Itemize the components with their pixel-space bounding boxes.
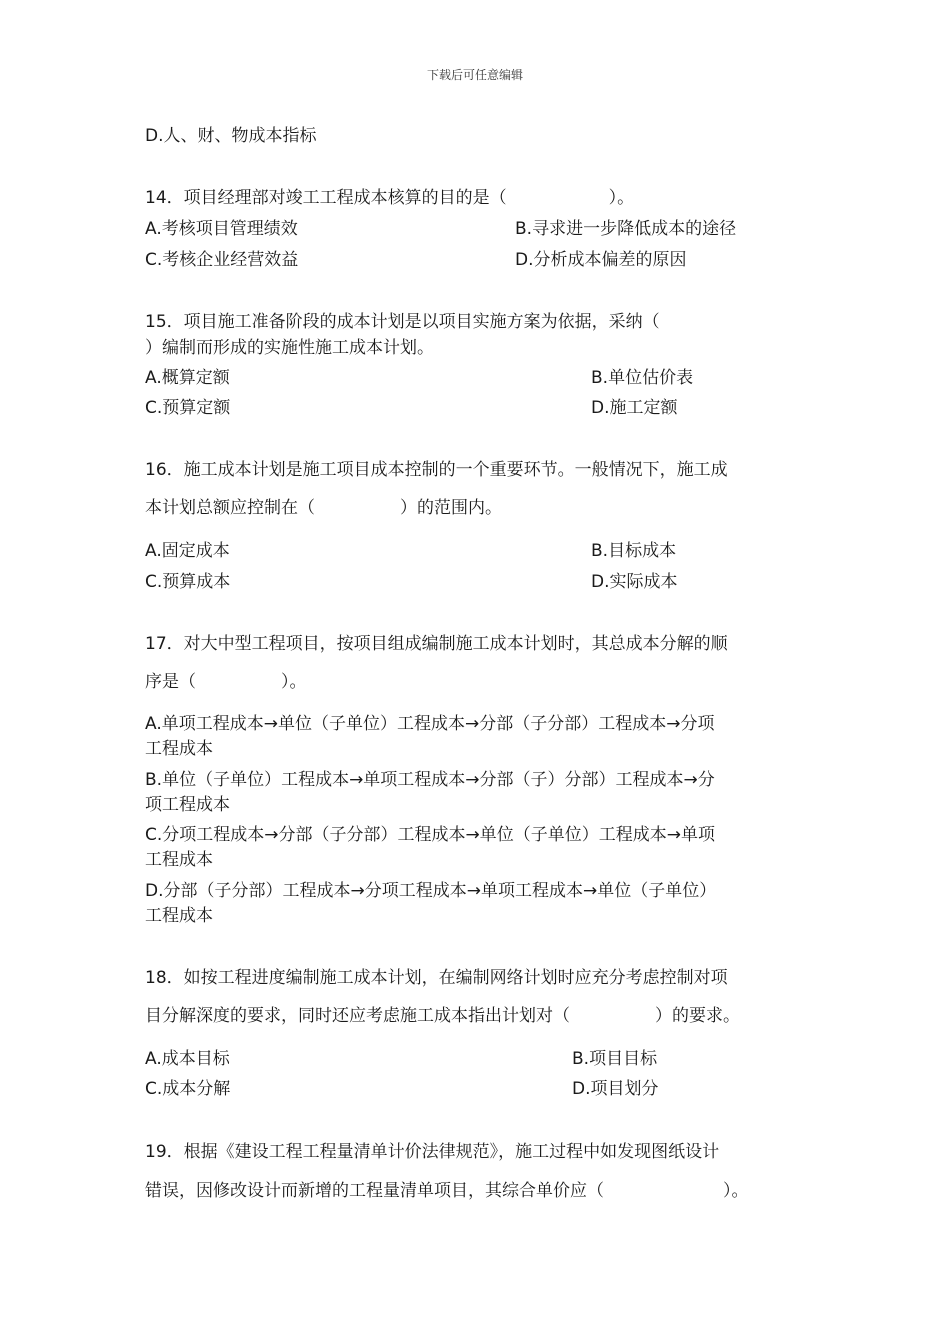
q15-option-b: B.单位估价表 (591, 368, 694, 388)
q17-stem-line1: 17．对大中型工程项目，按项目组成编制施工成本计划时，其总成本分解的顺 (145, 634, 728, 654)
q16-option-c: C.预算成本 (145, 572, 231, 592)
q19-stem-line1: 19．根据《建设工程工程量清单计价法律规范》，施工过程中如发现图纸设计 (145, 1142, 720, 1162)
q17-option-c-line1: C.分项工程成本→分部（子分部）工程成本→单位（子单位）工程成本→单项 (145, 825, 716, 845)
q17-option-c-line2: 工程成本 (145, 850, 213, 870)
q17-option-a-line2: 工程成本 (145, 739, 213, 759)
q17-option-d-line1: D.分部（子分部）工程成本→分项工程成本→单项工程成本→单位（子单位） (145, 881, 717, 901)
q15-option-d: D.施工定额 (591, 398, 678, 418)
q15-stem-line2: ）编制而形成的实施性施工成本计划。 (145, 338, 434, 358)
q15-option-a: A.概算定额 (145, 368, 230, 388)
q14-option-c: C.考核企业经营效益 (145, 250, 299, 270)
q17-option-a-line1: A.单项工程成本→单位（子单位）工程成本→分部（子分部）工程成本→分项 (145, 714, 715, 734)
q17-stem-line2: 序是（ ）。 (145, 672, 307, 692)
q18-option-b: B.项目目标 (572, 1049, 658, 1069)
q14-stem: 14．项目经理部对竣工工程成本核算的目的是（ ）。 (145, 188, 635, 208)
q14-option-a: A.考核项目管理绩效 (145, 219, 298, 239)
q15-stem-line1: 15．项目施工准备阶段的成本计划是以项目实施方案为依据，采纳（ (145, 312, 660, 332)
q15-option-c: C.预算定额 (145, 398, 231, 418)
q18-stem-line1: 18．如按工程进度编制施工成本计划，在编制网络计划时应充分考虑控制对项 (145, 968, 728, 988)
q16-stem-line2: 本计划总额应控制在（ ）的范围内。 (145, 498, 502, 518)
page-header: 下载后可任意编辑 (426, 68, 523, 82)
q18-option-c: C.成本分解 (145, 1079, 231, 1099)
q16-option-a: A.固定成本 (145, 541, 230, 561)
q16-option-d: D.实际成本 (591, 572, 678, 592)
q17-option-d-line2: 工程成本 (145, 906, 213, 926)
q14-option-d: D.分析成本偏差的原因 (515, 250, 687, 270)
q17-option-b-line2: 项工程成本 (145, 795, 230, 815)
q13-option-d: D.人、财、物成本指标 (145, 126, 317, 146)
q18-option-d: D.项目划分 (572, 1079, 659, 1099)
q16-option-b: B.目标成本 (591, 541, 677, 561)
q17-option-b-line1: B.单位（子单位）工程成本→单项工程成本→分部（子）分部）工程成本→分 (145, 770, 715, 790)
q16-stem-line1: 16．施工成本计划是施工项目成本控制的一个重要环节。一般情况下，施工成 (145, 460, 728, 480)
q14-option-b: B.寻求进一步降低成本的途径 (515, 219, 737, 239)
q19-stem-line2: 错误，因修改设计而新增的工程量清单项目，其综合单价应（ ）。 (145, 1181, 749, 1201)
q18-option-a: A.成本目标 (145, 1049, 230, 1069)
q18-stem-line2: 目分解深度的要求，同时还应考虑施工成本指出计划对（ ）的要求。 (145, 1006, 740, 1026)
